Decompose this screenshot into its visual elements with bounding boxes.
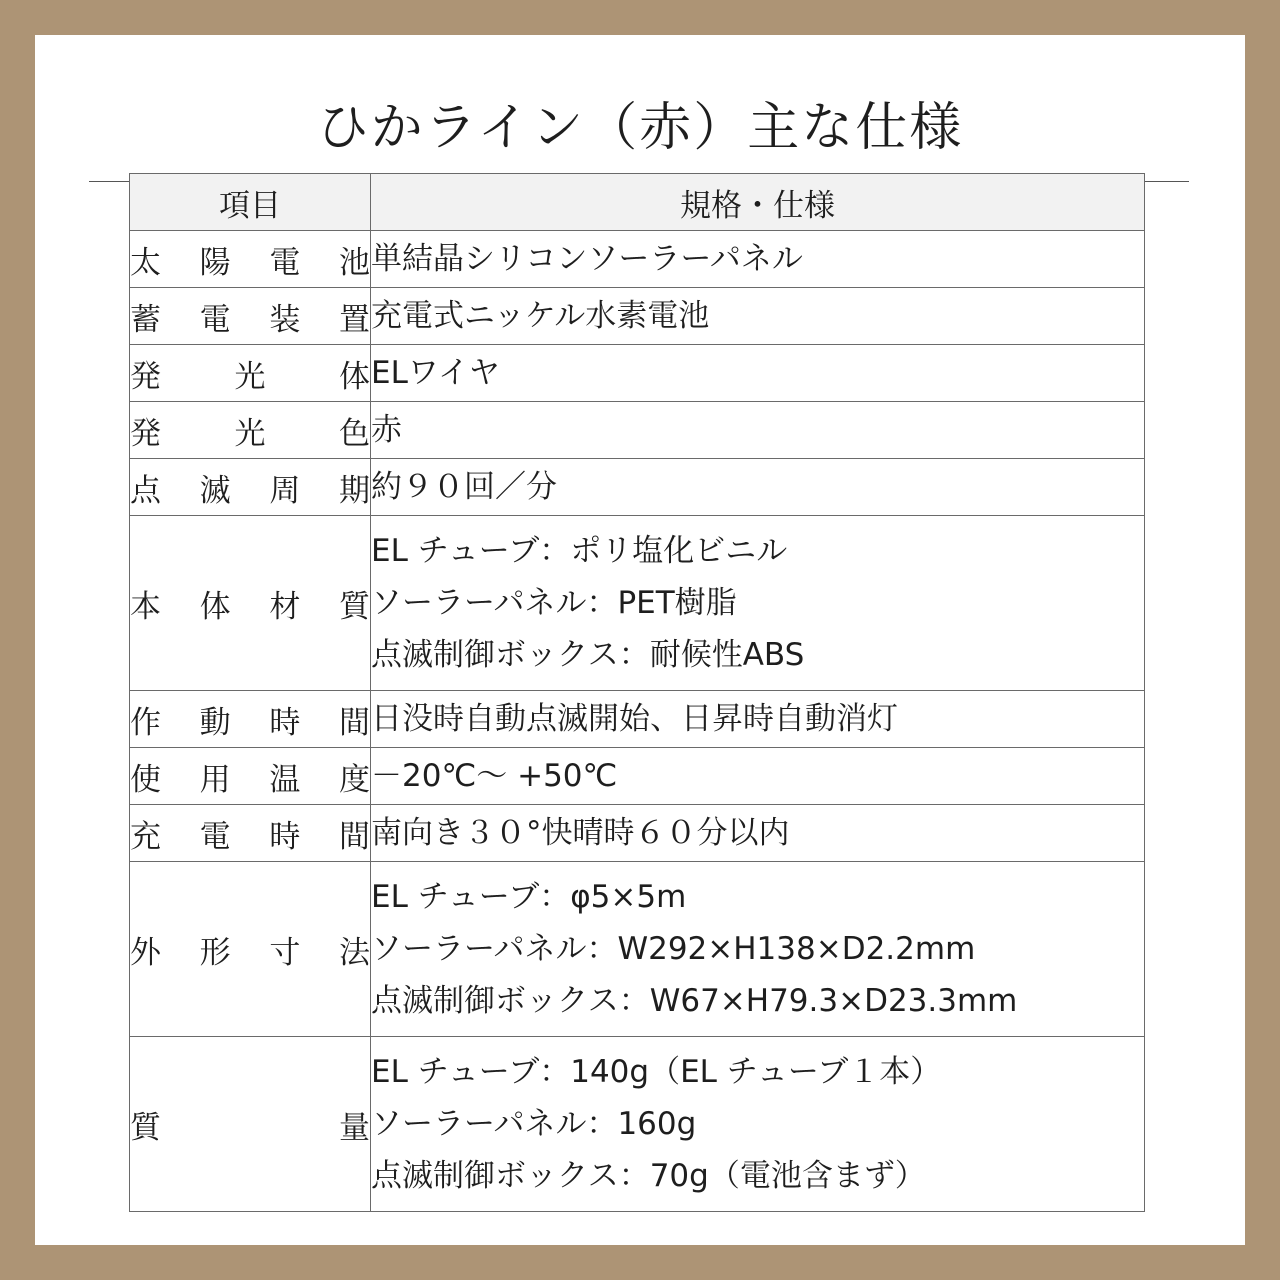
item-label: 太 陽 電 池 — [130, 244, 370, 281]
item-cell — [130, 288, 371, 345]
table-row — [130, 805, 1145, 862]
spec-table-body — [130, 231, 1145, 1212]
table-header-row — [130, 174, 1145, 231]
spec-value: ソーラーパネル：PET樹脂 — [371, 585, 737, 621]
spec-cell — [371, 1037, 1145, 1212]
spec-value: 点滅制御ボックス：70g（電池含まず） — [371, 1158, 926, 1194]
item-cell — [130, 1037, 371, 1212]
item-cell — [130, 805, 371, 862]
table-row — [130, 691, 1145, 748]
header-spec: 規格・仕様 — [371, 174, 1145, 231]
table-row — [130, 459, 1145, 516]
item-label: 外 形 寸 法 — [130, 934, 370, 971]
item-label: 充 電 時 間 — [130, 818, 370, 855]
spec-value: ソーラーパネル：160g — [371, 1106, 697, 1142]
spec-value: 点滅制御ボックス：耐候性ABS — [371, 637, 805, 673]
item-cell — [130, 402, 371, 459]
spec-value: 単結晶シリコンソーラーパネル — [371, 241, 803, 277]
item-cell — [130, 231, 371, 288]
item-cell — [130, 862, 371, 1037]
item-cell — [130, 459, 371, 516]
item-label: 蓄 電 装 置 — [130, 301, 370, 338]
item-label: 本 体 材 質 — [130, 588, 370, 625]
item-label: 発 光 色 — [130, 415, 370, 452]
item-cell — [130, 691, 371, 748]
item-cell — [130, 748, 371, 805]
spec-value: EL チューブ：ポリ塩化ビニル — [371, 533, 788, 569]
spec-cell — [371, 805, 1145, 862]
spec-value: 南向き３０°快晴時６０分以内 — [371, 815, 790, 851]
table-row — [130, 862, 1145, 1037]
spec-value: ELワイヤ — [371, 355, 500, 391]
item-cell — [130, 516, 371, 691]
spec-cell — [371, 459, 1145, 516]
spec-table — [129, 173, 1145, 1212]
spec-cell — [371, 288, 1145, 345]
table-row — [130, 231, 1145, 288]
spec-cell — [371, 691, 1145, 748]
header-item: 項目 — [130, 174, 371, 231]
spec-value: EL チューブ：140g（EL チューブ１本） — [371, 1054, 942, 1090]
item-label: 発 光 体 — [130, 358, 370, 395]
item-label: 使 用 温 度 — [130, 761, 370, 798]
spec-value: 日没時自動点滅開始、日昇時自動消灯 — [371, 701, 898, 737]
spec-value: ソーラーパネル：W292×H138×D2.2mm — [371, 931, 976, 967]
spec-cell — [371, 231, 1145, 288]
spec-value: EL チューブ：φ5×5m — [371, 879, 687, 915]
spec-value: －20℃～ +50℃ — [371, 758, 618, 794]
spec-value: 充電式ニッケル水素電池 — [371, 298, 710, 334]
item-cell — [130, 345, 371, 402]
table-row — [130, 288, 1145, 345]
item-label: 点 滅 周 期 — [130, 472, 370, 509]
spec-cell — [371, 748, 1145, 805]
spec-value: 赤 — [371, 412, 402, 448]
item-label: 質 量 — [130, 1109, 370, 1146]
spec-value: 点滅制御ボックス：W67×H79.3×D23.3mm — [371, 983, 1018, 1019]
spec-cell — [371, 345, 1145, 402]
page-title: ひかライン（赤）主な仕様 — [316, 98, 964, 158]
spec-card — [35, 35, 1245, 1245]
item-label: 作 動 時 間 — [130, 704, 370, 741]
spec-cell — [371, 402, 1145, 459]
table-row — [130, 748, 1145, 805]
spec-cell — [371, 862, 1145, 1037]
table-row — [130, 1037, 1145, 1212]
table-row — [130, 402, 1145, 459]
table-row — [130, 345, 1145, 402]
table-row — [130, 516, 1145, 691]
spec-value: 約９０回／分 — [371, 469, 557, 505]
spec-cell — [371, 516, 1145, 691]
